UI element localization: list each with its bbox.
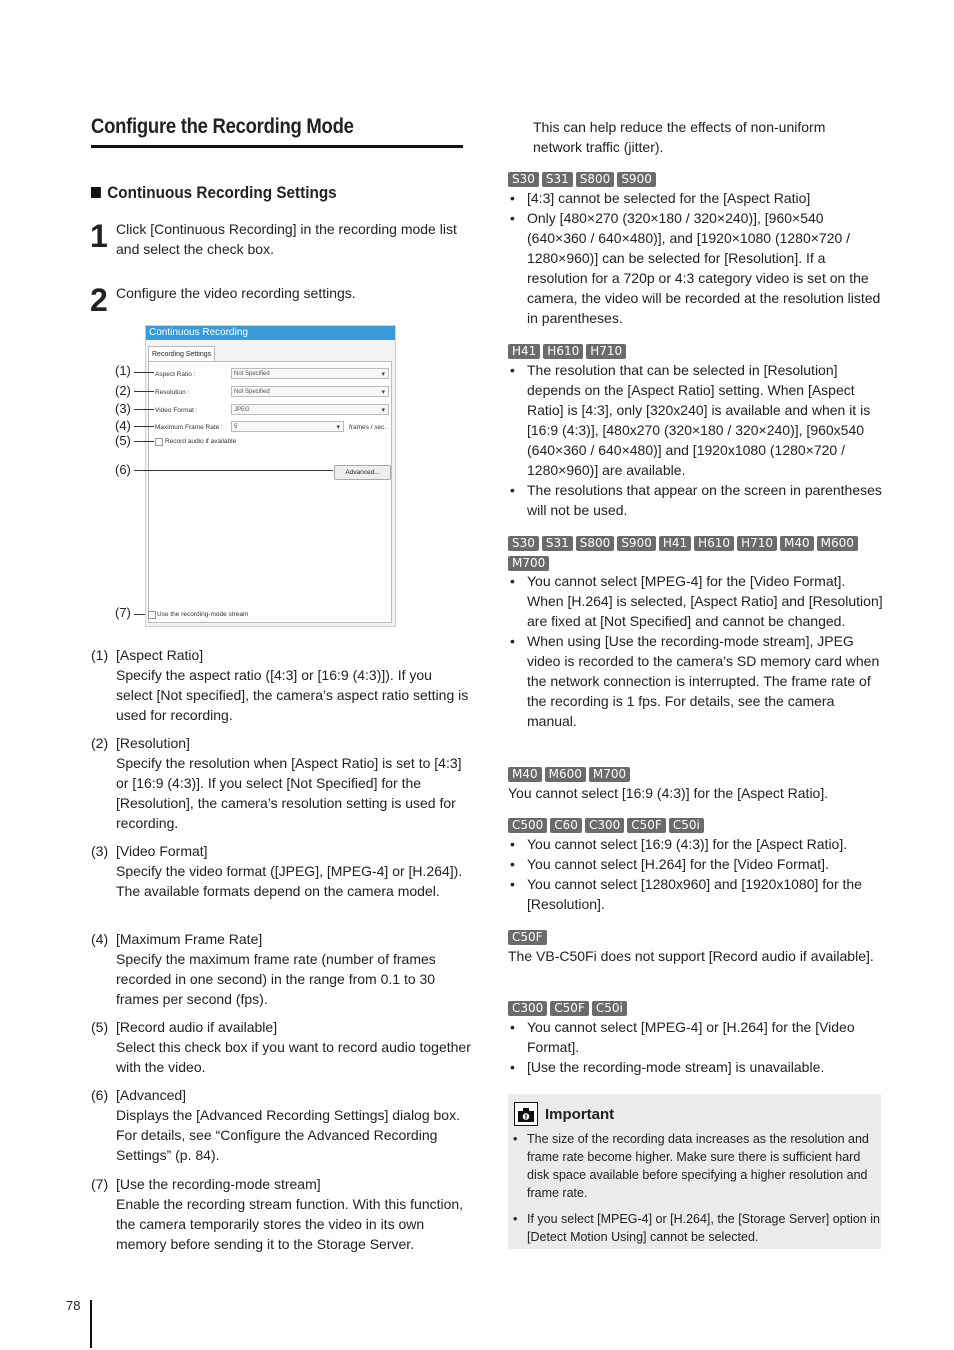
model-badges-g5 (508, 818, 868, 833)
model-badge: M40 (780, 536, 814, 551)
model-badge: C50i (669, 818, 704, 833)
intro-text: This can help reduce the effects of non-uniform network traffic (jitter). (533, 119, 826, 155)
callout-line (134, 391, 154, 392)
resolution-label: Resolution : (155, 389, 190, 396)
model-badge: S31 (542, 172, 573, 187)
item-advanced (91, 1085, 471, 1165)
model-badge: C300 (585, 818, 624, 833)
item-aspect-ratio (91, 645, 471, 725)
important-box (508, 1094, 881, 1249)
resolution-select[interactable]: Not Specified ▾ (231, 386, 389, 397)
item-label: [Use the recording-mode stream] (116, 1176, 321, 1192)
model-badges-g7 (508, 1001, 868, 1016)
list-item: • The resolutions that appear on the screen in parentheses will not be used. (508, 480, 883, 520)
item-description: Displays the [Advanced Recording Settings] dialog box. For details, see “Configure the Advanced Recording Settings” (p. 84). (116, 1107, 460, 1163)
subsection-title-text: Continuous Recording Settings (107, 183, 337, 202)
callout-line (134, 426, 154, 427)
model-badge: C50F (627, 818, 666, 833)
model-badges-g2 (508, 344, 868, 359)
item-description: Specify the maximum frame rate (number of frames recorded in one second) in the range from 0.1 to 30 frames per second (fps). (116, 951, 436, 1007)
model-badge: C50F (550, 1001, 589, 1016)
item-number: (4) (91, 931, 109, 947)
item-description: Enable the recording stream function. With this function, the camera temporarily stores the video in its own memory before sending it to the Storage Server. (116, 1196, 464, 1252)
item-max-frame-rate (91, 929, 471, 1009)
model-badge: C60 (550, 818, 582, 833)
video-format-label: Video Format : (155, 407, 198, 414)
callout-4: (4) (115, 418, 131, 433)
bullets-g2 (508, 360, 883, 520)
callout-3: (3) (115, 401, 131, 416)
callout-line (134, 372, 154, 373)
callout-line (134, 614, 145, 615)
item-number: (7) (91, 1176, 109, 1192)
callout-line (134, 409, 154, 410)
step-1-text: Click [Continuous Recording] in the recording mode list and select the check box. (116, 221, 457, 257)
tab-recording-settings[interactable]: Recording Settings (148, 346, 215, 362)
list-item: • [Use the recording-mode stream] is unavailable. (508, 1057, 883, 1077)
list-item: • The resolution that can be selected in [Resolution] depends on the [Aspect Ratio] setting. When [Aspect Ratio] is [4:3], only [320x240] is available and when it is [16:9 (4:3)], [480x270 (320×180 / 320×240)], [960x540 (640×360 / 640×480)] and [1920x1080 (1280×720 / 1280×960)] are available. (508, 360, 883, 480)
bullets-g7 (508, 1017, 883, 1077)
item-video-format (91, 841, 471, 901)
record-audio-label: Record audio if available (165, 438, 237, 445)
callout-7: (7) (115, 605, 131, 620)
continuous-recording-dialog (145, 325, 396, 627)
callout-6: (6) (115, 462, 131, 477)
list-item: • You cannot select [H.264] for the [Video Format]. (508, 854, 883, 874)
model-badge: M600 (545, 767, 586, 782)
text-g4: You cannot select [16:9 (4:3)] for the [Aspect Ratio]. (508, 785, 829, 801)
model-badge: M40 (508, 767, 542, 782)
callout-line (134, 441, 154, 442)
model-badge: C50i (592, 1001, 627, 1016)
step-2-text: Configure the video recording settings. (116, 285, 356, 301)
item-number: (1) (91, 647, 109, 663)
subsection-title (91, 183, 337, 203)
model-badges-g4 (508, 767, 868, 782)
model-badge: H41 (659, 536, 691, 551)
item-number: (5) (91, 1019, 109, 1035)
list-item: • When using [Use the recording-mode stream], JPEG video is recorded to the camera’s SD memory card when the network connection is interrupted. The frame rate of the recording is 1 fps. For details, see the camera manual. (508, 631, 883, 731)
dialog-title: Continuous Recording (146, 326, 395, 340)
list-item: • You cannot select [16:9 (4:3)] for the [Aspect Ratio]. (508, 834, 883, 854)
page-margin-bar (90, 1300, 92, 1348)
model-badge: H610 (543, 344, 583, 359)
list-item: • The size of the recording data increases as the resolution and frame rate become higher. Make sure there is sufficient hard disk space available before specifying a higher resolution and frame rate. (508, 1130, 880, 1202)
item-resolution (91, 733, 471, 833)
model-badge: S800 (576, 536, 615, 551)
item-description: Specify the aspect ratio ([4:3] or [16:9 (4:3)]). If you select [Not specified], the camera’s aspect ratio setting is used for recording. (116, 667, 469, 723)
callout-1: (1) (115, 363, 131, 378)
item-label: [Aspect Ratio] (116, 647, 204, 663)
item-number: (2) (91, 735, 109, 751)
model-badges-g1 (508, 172, 868, 187)
item-number: (6) (91, 1087, 109, 1103)
bullets-g1 (508, 188, 883, 328)
list-item: • You cannot select [1280x960] and [1920x1080] for the [Resolution]. (508, 874, 883, 914)
list-item: • Only [480×270 (320×180 / 320×240)], [960×540 (640×360 / 640×480)], and [1920×1080 (1280×720 / 1280×960)] can be selected for [Resolution]. If a resolution for a 720p or 4:3 category video is set on the camera, the video will be recorded at the resolution listed in parentheses. (508, 208, 883, 328)
model-badge: M600 (817, 536, 858, 551)
model-badge: H710 (586, 344, 626, 359)
model-badge: C50F (508, 930, 547, 945)
video-format-select[interactable]: JPEG ▾ (231, 404, 389, 415)
important-title: Important (545, 1105, 615, 1123)
item-use-stream (91, 1174, 471, 1254)
max-frame-rate-select[interactable]: 5 ▾ (231, 421, 344, 432)
frames-unit-label: frames / sec. (349, 424, 387, 431)
model-badge: S30 (508, 536, 539, 551)
item-label: [Advanced] (116, 1087, 187, 1103)
section-rule (91, 145, 463, 148)
record-audio-checkbox[interactable] (155, 438, 163, 446)
model-badge: S900 (617, 536, 656, 551)
model-badge: M700 (589, 767, 630, 782)
callout-2: (2) (115, 383, 131, 398)
item-number: (3) (91, 843, 109, 859)
model-badge: S800 (576, 172, 615, 187)
model-badge: M700 (508, 556, 549, 571)
model-badge: S31 (542, 536, 573, 551)
bullets-g3 (508, 571, 883, 731)
step-2-number: 2 (90, 282, 108, 318)
model-badge: H41 (508, 344, 540, 359)
use-stream-checkbox[interactable] (148, 611, 156, 619)
model-badge: C300 (508, 1001, 547, 1016)
item-description: Specify the resolution when [Aspect Ratio] is set to [4:3] or [16:9 (4:3)]. If you select [Not Specified] for the [Resolution], the camera’s resolution setting is used for recording. (116, 755, 462, 831)
text-g6: The VB-C50Fi does not support [Record audio if available]. (508, 948, 874, 964)
item-description: Specify the video format ([JPEG], [MPEG-4] or [H.264]). The available formats depend on the camera model. (116, 863, 463, 899)
advanced-button[interactable]: Advanced... (334, 465, 391, 480)
model-badges-g6 (508, 930, 868, 945)
list-item: • You cannot select [MPEG-4] for the [Video Format]. When [H.264] is selected, [Aspect Ratio] and [Resolution] are fixed at [Not Specified] and cannot be changed. (508, 571, 883, 631)
list-item: • [4:3] cannot be selected for the [Aspect Ratio] (508, 188, 883, 208)
square-bullet-icon (91, 187, 101, 198)
step-1-number: 1 (90, 218, 108, 254)
callout-line (134, 470, 333, 471)
model-badge: H710 (737, 536, 777, 551)
aspect-ratio-label: Aspect Ratio : (155, 371, 196, 378)
item-label: [Video Format] (116, 843, 208, 859)
model-badge: H610 (694, 536, 734, 551)
section-title: Configure the Recording Mode (91, 115, 354, 138)
item-record-audio (91, 1017, 471, 1077)
important-bullets (508, 1130, 880, 1254)
item-label: [Resolution] (116, 735, 190, 751)
max-frame-rate-label: Maximum Frame Rate : (155, 424, 223, 431)
model-badge: C500 (508, 818, 547, 833)
page-number: 78 (66, 1298, 81, 1313)
camera-warning-icon (514, 1102, 538, 1126)
bullets-g5 (508, 834, 883, 914)
model-badge: S30 (508, 172, 539, 187)
callout-5: (5) (115, 433, 131, 448)
model-badge: S900 (617, 172, 656, 187)
model-badges-g3 (508, 536, 868, 571)
list-item: • You cannot select [MPEG-4] or [H.264] for the [Video Format]. (508, 1017, 883, 1057)
important-heading (514, 1102, 614, 1126)
list-item: • If you select [MPEG-4] or [H.264], the [Storage Server] option in [Detect Motion Using] cannot be selected. (508, 1210, 880, 1246)
item-description: Select this check box if you want to record audio together with the video. (116, 1039, 471, 1075)
item-label: [Maximum Frame Rate] (116, 931, 263, 947)
item-label: [Record audio if available] (116, 1019, 278, 1035)
dialog-panel (148, 361, 392, 623)
use-stream-label: Use the recording-mode stream (157, 611, 249, 618)
aspect-ratio-select[interactable]: Not Specified ▾ (231, 368, 389, 379)
